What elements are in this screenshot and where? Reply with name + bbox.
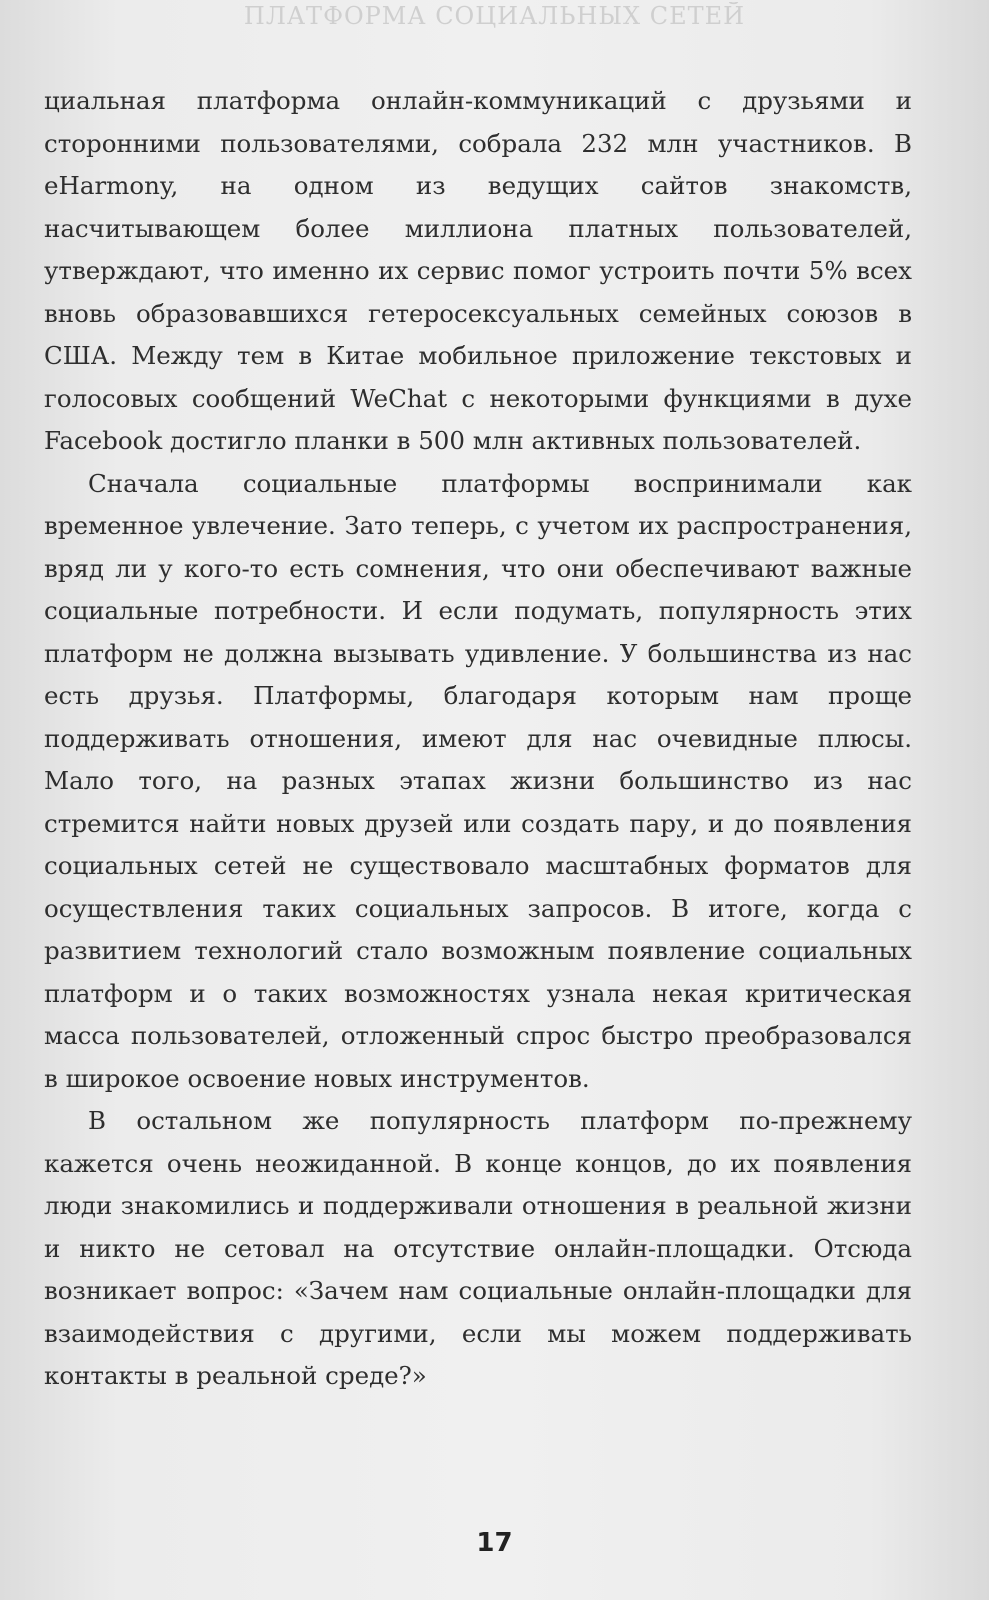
paragraph-continued: циальная платформа онлайн-коммуникаций с друзьями и сторонними пользователями, собрала 232 млн участников. В eHarmony, на одном из ведущих сайтов знакомств, насчитывающем более миллиона платных пользователей, утверждают, что именно их сервис помог устроить почти 5% всех вновь образовавшихся гетеросексуальных семейных союзов в США. Между тем в Китае мобильное приложение текстовых и голосовых сообщений WeChat с некоторыми функциями в духе Facebook достигло планки в 500 млн активных пользователей. [44,86,912,455]
paragraph-3: В остальном же популярность платформ по-прежнему кажется очень неожиданной. В конце концов, до их появления люди знакомились и поддерживали отношения в реальной жизни и никто не сетовал на отсутствие онлайн-площадки. Отсюда возникает вопрос: «Зачем нам социальные онлайн-площадки для взаимодействия с другими, если мы можем поддерживать контакты в реальной среде?» [44,1106,912,1390]
paragraph-2: Сначала социальные платформы воспринимали как временное увлечение. Зато теперь, с учетом их распространения, вряд ли у кого-то есть сомнения, что они обеспечивают важные социальные потребности. И если подумать, популярность этих платформ не должна вызывать удивление. У большинства из нас есть друзья. Платформы, благодаря которым нам проще поддерживать отношения, имеют для нас очевидные плюсы. Мало того, на разных этапах жизни большинство из нас стремится найти новых друзей или создать пару, и до появления социальных сетей не существовало масштабных форматов для осуществления таких социальных запросов. В итоге, когда с развитием технологий стало возможным появление социальных платформ и о таких возможностях узнала некая критическая масса пользователей, отложенный спрос быстро преобразовался в широкое освоение новых инструментов. [44,468,912,1093]
running-header-bleedthrough: ПЛАТФОРМА СОЦИАЛЬНЫХ СЕТЕЙ [243,2,746,30]
page-number: 17 [476,1528,513,1558]
body-text [44,80,912,1398]
